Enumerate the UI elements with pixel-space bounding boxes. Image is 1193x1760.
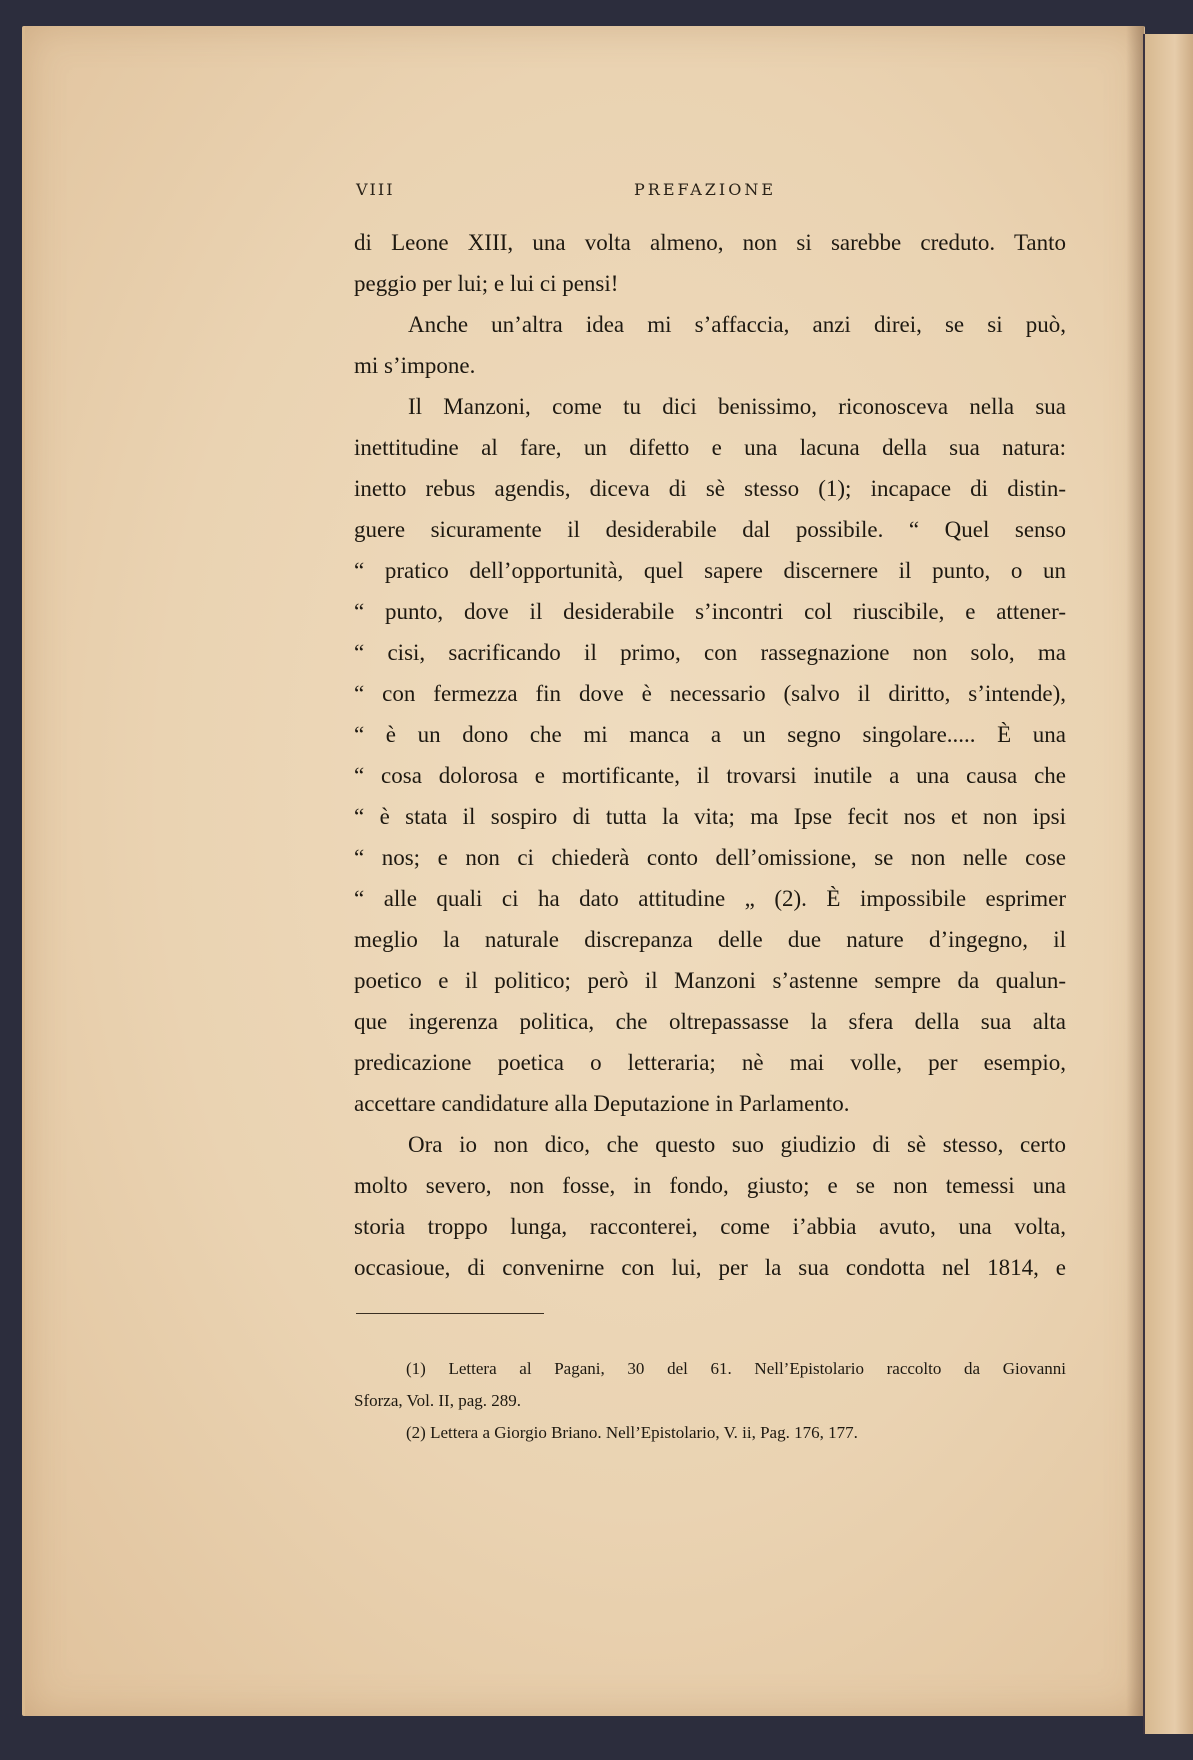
footnote-line: (1) Lettera al Pagani, 30 del 61. Nell’Epistolario raccolto da Giovanni [406,1359,1066,1378]
page-number: VIII [356,180,395,199]
text-line: “ cosa dolorosa e mortificante, il trovarsi inutile a una causa che [354,763,1066,788]
next-page-edge [1143,34,1193,1734]
text-line: inetto rebus agendis, diceva di sè stesso (1); incapace di distin- [354,476,1066,501]
text-line: Il Manzoni, come tu dici benissimo, riconosceva nella sua [408,394,1066,419]
text-line: storia troppo lunga, racconterei, come i’abbia avuto, una volta, [354,1214,1066,1239]
footnotes [354,1353,1066,1449]
text-line: mi s’impone. [354,353,476,378]
text-line: “ alle quali ci ha dato attitudine „ (2). È impossibile esprimer [354,886,1066,911]
text-line: que ingerenza politica, che oltrepassasse la sfera della sua alta [354,1009,1066,1034]
text-line: Ora io non dico, che questo suo giudizio di sè stesso, certo [408,1132,1066,1157]
text-line: peggio per lui; e lui ci pensi! [354,271,619,296]
text-line: “ cisi, sacrificando il primo, con rassegnazione non solo, ma [354,640,1066,665]
text-line: guere sicuramente il desiderabile dal possibile. “ Quel senso [354,517,1066,542]
text-line: “ punto, dove il desiderabile s’incontri col riuscibile, e attener- [354,599,1066,624]
footnote-rule [356,1313,544,1314]
text-line: “ pratico dell’opportunità, quel sapere discernere il punto, o un [354,558,1066,583]
text-line: occasioue, di convenirne con lui, per la sua condotta nel 1814, e [354,1255,1066,1280]
text-line: “ con fermezza fin dove è necessario (salvo il diritto, s’intende), [354,681,1066,706]
text-line: Anche un’altra idea mi s’affaccia, anzi direi, se si può, [408,312,1066,337]
text-line: meglio la naturale discrepanza delle due nature d’ingegno, il [354,927,1066,952]
text-line: “ è stata il sospiro di tutta la vita; ma Ipse fecit nos et non ipsi [354,804,1066,829]
text-line: molto severo, non fosse, in fondo, giusto; e se non temessi una [354,1173,1066,1198]
text-line: “ è un dono che mi manca a un segno singolare..... È una [354,722,1066,747]
spine-shadow [1126,26,1144,1716]
body-text [354,222,1066,1288]
footnote-line: (2) Lettera a Giorgio Briano. Nell’Epistolario, V. ii, Pag. 176, 177. [406,1423,858,1442]
text-line: predicazione poetica o letteraria; nè mai volle, per esempio, [354,1050,1066,1075]
text-line: accettare candidature alla Deputazione in Parlamento. [354,1091,850,1116]
text-line: inettitudine al fare, un difetto e una lacuna della sua natura: [354,435,1066,460]
running-title: PREFAZIONE [634,180,776,199]
footnote-line: Sforza, Vol. II, pag. 289. [354,1391,521,1410]
text-line: poetico e il politico; però il Manzoni s’astenne sempre da qualun- [354,968,1066,993]
text-line: “ nos; e non ci chiederà conto dell’omissione, se non nelle cose [354,845,1066,870]
page-header [356,180,1066,204]
text-line: di Leone XIII, una volta almeno, non si sarebbe creduto. Tanto [354,230,1066,255]
